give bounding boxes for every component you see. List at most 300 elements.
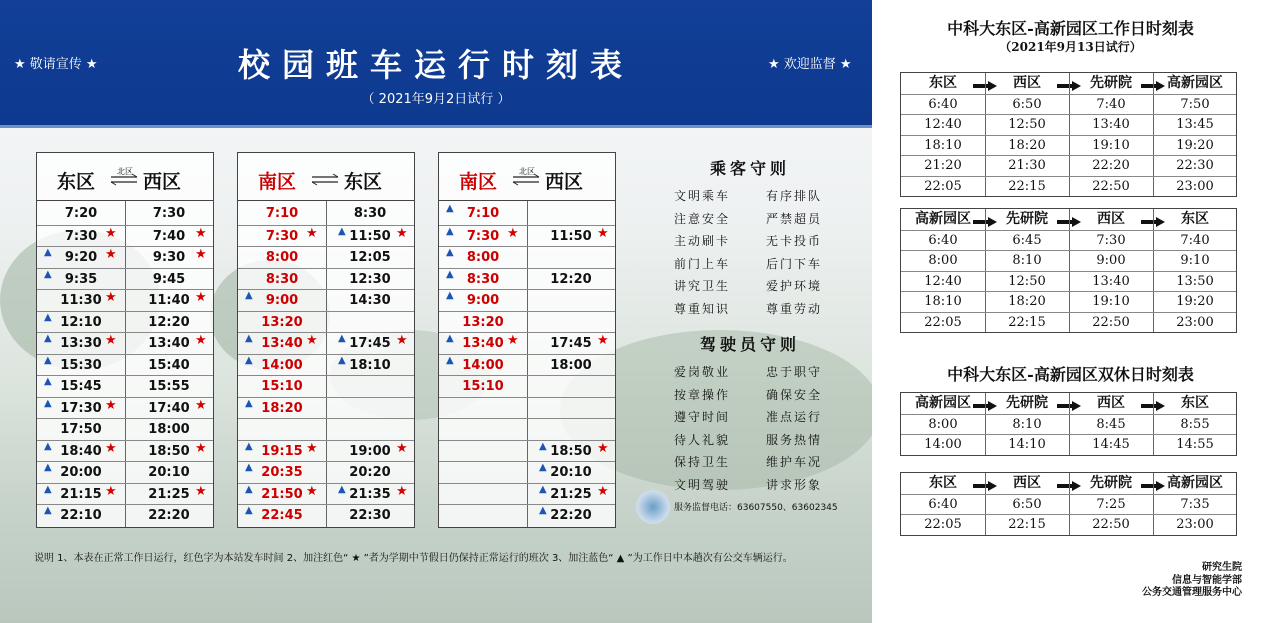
holiday-star-icon: ★ bbox=[396, 333, 408, 348]
departure-time-right: 11:50 bbox=[349, 228, 391, 244]
table-header-row bbox=[901, 473, 1236, 494]
departure-time-right bbox=[326, 398, 414, 419]
time-cell: 22:05 bbox=[924, 517, 962, 532]
column-divider bbox=[985, 156, 986, 176]
weekday-table-inbound bbox=[900, 208, 1237, 333]
time-cell: 22:05 bbox=[924, 178, 962, 194]
column-divider bbox=[1069, 95, 1070, 115]
holiday-star-icon: ★ bbox=[597, 440, 609, 456]
rule-text: 前门上车 bbox=[674, 256, 731, 271]
rule-text: 有序排队 bbox=[766, 189, 823, 203]
table-row bbox=[901, 271, 1236, 292]
schedule-row bbox=[37, 504, 213, 526]
time-cell: 12:50 bbox=[1008, 273, 1046, 289]
holiday-star-icon: ★ bbox=[195, 333, 207, 348]
schedule-rows bbox=[37, 203, 213, 526]
weekday-bus-triangle-icon: ▲ bbox=[44, 505, 52, 516]
departure-time-left bbox=[439, 462, 527, 483]
departure-time-left: 9:00 bbox=[466, 293, 500, 308]
departure-time-right: 17:45 bbox=[550, 336, 592, 351]
holiday-star-icon: ★ bbox=[105, 290, 117, 305]
footnote: 说明 1、本表在正常工作日运行，红色字为本站发车时间 2、加注红色“ ★ ”者为学期中节假日仍保持正常运行的班次 3、加注蓝色“ ▲ ”为工作日中本趟次有公交车辆运行。 bbox=[34, 553, 793, 564]
column-divider bbox=[1153, 209, 1154, 230]
rule-text: 严禁超员 bbox=[766, 211, 823, 226]
column-divider bbox=[1069, 435, 1070, 455]
weekday-bus-triangle-icon: ▲ bbox=[245, 354, 253, 366]
schedule-row bbox=[439, 504, 615, 526]
route-arrow-icon bbox=[310, 170, 340, 186]
time-cell: 14:55 bbox=[1176, 437, 1214, 452]
departure-time-right bbox=[326, 419, 414, 440]
schedule-row bbox=[439, 375, 615, 397]
column-divider bbox=[985, 251, 986, 271]
time-cell: 14:45 bbox=[1092, 437, 1130, 452]
schedule-row bbox=[439, 483, 615, 505]
weekday-bus-triangle-icon: ▲ bbox=[245, 483, 253, 495]
table-header-row bbox=[901, 393, 1236, 414]
rule-text: 维护车况 bbox=[766, 455, 823, 469]
time-cell: 18:10 bbox=[924, 294, 962, 309]
time-cell: 23:00 bbox=[1176, 517, 1214, 532]
departure-time-right: 14:30 bbox=[349, 293, 391, 308]
rule-row bbox=[660, 406, 840, 429]
departure-time-left: 9:20 bbox=[64, 250, 98, 265]
schedule-table bbox=[237, 152, 415, 528]
holiday-star-icon: ★ bbox=[306, 483, 318, 499]
column-divider bbox=[1153, 95, 1154, 115]
column-divider bbox=[985, 515, 986, 535]
departure-time-left: 15:10 bbox=[261, 379, 303, 394]
departure-time-right: 12:05 bbox=[349, 250, 391, 265]
schedule-row bbox=[238, 483, 414, 505]
schedule-row bbox=[439, 225, 615, 247]
departure-time-right: 9:30 bbox=[152, 250, 186, 265]
holiday-star-icon: ★ bbox=[105, 483, 117, 499]
weekday-title: 中科大东区-高新园区工作日时刻表 bbox=[947, 19, 1194, 38]
time-cell: 19:20 bbox=[1176, 137, 1214, 153]
rule-text: 尊重知识 bbox=[674, 301, 731, 316]
departure-time-right: 8:30 bbox=[353, 206, 387, 221]
holiday-star-icon: ★ bbox=[195, 290, 207, 305]
time-cell: 22:15 bbox=[1008, 314, 1046, 330]
holiday-star-icon: ★ bbox=[105, 397, 117, 413]
rule-text: 讲究卫生 bbox=[674, 279, 731, 293]
schedule-row bbox=[439, 332, 615, 354]
column-divider bbox=[1069, 495, 1070, 515]
time-cell: 18:20 bbox=[1008, 294, 1046, 309]
rule-row bbox=[660, 451, 840, 474]
time-cell: 18:20 bbox=[1008, 137, 1046, 153]
table-row bbox=[901, 312, 1236, 333]
time-cell: 21:30 bbox=[1008, 158, 1046, 173]
column-divider bbox=[1069, 177, 1070, 197]
column-divider bbox=[1069, 272, 1070, 292]
holiday-star-icon: ★ bbox=[195, 225, 207, 241]
rule-text: 讲求形象 bbox=[766, 477, 823, 492]
departure-time-left: 20:35 bbox=[261, 465, 303, 480]
route-destination: 西区 bbox=[143, 171, 182, 193]
column-divider bbox=[1153, 136, 1154, 156]
departure-time-left: 21:50 bbox=[261, 486, 303, 502]
time-cell: 6:45 bbox=[1012, 232, 1042, 248]
departure-time-left: 7:30 bbox=[64, 228, 98, 244]
departure-time-left: 20:00 bbox=[60, 465, 102, 480]
weekday-bus-triangle-icon: ▲ bbox=[44, 354, 52, 366]
departure-time-left: 17:50 bbox=[60, 422, 102, 437]
time-cell: 22:50 bbox=[1092, 178, 1130, 194]
departure-time-left: 21:15 bbox=[60, 486, 102, 502]
schedule-row bbox=[37, 225, 213, 247]
time-cell: 12:40 bbox=[924, 117, 962, 132]
column-divider bbox=[1153, 272, 1154, 292]
column-divider bbox=[1069, 73, 1070, 94]
departure-time-right: 21:25 bbox=[148, 486, 190, 502]
holiday-star-icon: ★ bbox=[597, 483, 609, 499]
departure-time-right: 20:10 bbox=[148, 465, 190, 480]
schedule-row bbox=[439, 397, 615, 419]
schedule-row bbox=[238, 440, 414, 462]
weekday-bus-triangle-icon: ▲ bbox=[245, 290, 253, 301]
holiday-star-icon: ★ bbox=[195, 483, 207, 499]
departure-time-right: 11:50 bbox=[550, 228, 592, 244]
weekday-table-outbound bbox=[900, 72, 1237, 197]
holiday-star-icon: ★ bbox=[306, 440, 318, 456]
schedule-row bbox=[37, 354, 213, 376]
table-row bbox=[901, 414, 1236, 435]
time-cell: 13:40 bbox=[1092, 117, 1130, 132]
stop-name: 西区 bbox=[1013, 75, 1041, 91]
rule-text: 文明乘车 bbox=[674, 189, 731, 203]
weekday-bus-triangle-icon: ▲ bbox=[338, 333, 346, 344]
time-cell: 8:45 bbox=[1096, 416, 1126, 432]
time-cell: 7:50 bbox=[1180, 96, 1210, 112]
column-divider bbox=[985, 313, 986, 333]
time-cell: 6:40 bbox=[928, 496, 958, 512]
weekend-table-inbound bbox=[900, 392, 1237, 456]
schedule-row bbox=[238, 246, 414, 268]
holiday-star-icon: ★ bbox=[507, 333, 519, 348]
departure-time-right: 22:20 bbox=[550, 508, 592, 523]
departure-time-right: 15:55 bbox=[148, 379, 190, 394]
schedule-row bbox=[439, 311, 615, 333]
time-cell: 13:50 bbox=[1176, 273, 1214, 289]
rule-text: 爱护环境 bbox=[766, 279, 823, 293]
departure-time-right: 7:30 bbox=[152, 206, 186, 221]
schedule-row bbox=[37, 246, 213, 268]
schedule-row bbox=[439, 203, 615, 225]
rule-text: 按章操作 bbox=[674, 387, 731, 402]
table-row bbox=[901, 176, 1236, 197]
departure-time-left: 13:40 bbox=[261, 336, 303, 351]
promo-right-text: ★ 欢迎监督 ★ bbox=[768, 57, 852, 72]
table-row bbox=[901, 250, 1236, 271]
departure-time-right: 18:00 bbox=[148, 422, 190, 437]
column-divider bbox=[1069, 156, 1070, 176]
time-cell: 8:10 bbox=[1012, 253, 1042, 268]
schedule-row bbox=[238, 268, 414, 290]
time-cell: 9:10 bbox=[1180, 253, 1210, 268]
schedule-row bbox=[37, 332, 213, 354]
holiday-star-icon: ★ bbox=[306, 225, 318, 241]
table-row bbox=[901, 114, 1236, 135]
table-row bbox=[901, 155, 1236, 176]
rule-text: 无卡投币 bbox=[766, 234, 823, 248]
column-divider bbox=[1153, 251, 1154, 271]
time-cell: 7:40 bbox=[1096, 96, 1126, 112]
weekday-bus-triangle-icon: ▲ bbox=[44, 311, 52, 323]
departure-time-left: 22:45 bbox=[261, 508, 303, 523]
weekend-table-outbound bbox=[900, 472, 1237, 536]
weekday-bus-triangle-icon: ▲ bbox=[338, 483, 346, 495]
departure-time-right: 13:40 bbox=[148, 336, 190, 351]
schedule-row bbox=[238, 332, 414, 354]
time-cell: 9:00 bbox=[1096, 253, 1126, 268]
holiday-star-icon: ★ bbox=[105, 225, 117, 241]
weekday-bus-triangle-icon: ▲ bbox=[245, 397, 253, 409]
route-origin: 南区 bbox=[459, 171, 498, 193]
weekday-bus-triangle-icon: ▲ bbox=[245, 333, 253, 344]
departure-time-right bbox=[527, 203, 615, 224]
column-divider bbox=[985, 177, 986, 197]
column-divider bbox=[1153, 473, 1154, 494]
rule-text: 尊重劳动 bbox=[766, 301, 823, 316]
schedule-row bbox=[238, 397, 414, 419]
time-cell: 8:10 bbox=[1012, 416, 1042, 432]
stop-name: 东区 bbox=[929, 475, 957, 491]
departure-time-left: 14:00 bbox=[462, 357, 504, 373]
departure-time-left: 8:30 bbox=[466, 271, 500, 287]
holiday-star-icon: ★ bbox=[597, 225, 609, 241]
weekday-bus-triangle-icon: ▲ bbox=[446, 225, 454, 237]
weekday-bus-triangle-icon: ▲ bbox=[44, 462, 52, 473]
column-divider bbox=[1153, 177, 1154, 197]
weekday-bus-triangle-icon: ▲ bbox=[539, 505, 547, 516]
departure-time-left: 15:10 bbox=[462, 379, 504, 394]
time-cell: 22:30 bbox=[1176, 158, 1214, 173]
departure-time-right bbox=[527, 247, 615, 268]
weekday-bus-triangle-icon: ▲ bbox=[338, 354, 346, 366]
departure-time-left: 7:10 bbox=[466, 206, 500, 221]
rule-row bbox=[660, 230, 840, 253]
departure-time-right: 17:45 bbox=[349, 336, 391, 351]
departure-time-right: 20:20 bbox=[349, 465, 391, 480]
holiday-star-icon: ★ bbox=[396, 483, 408, 499]
departure-time-left bbox=[439, 484, 527, 505]
departure-time-right: 12:20 bbox=[148, 314, 190, 330]
departure-time-right bbox=[326, 312, 414, 333]
schedule-row bbox=[37, 397, 213, 419]
column-divider bbox=[1069, 473, 1070, 494]
route-destination: 西区 bbox=[545, 171, 584, 193]
time-cell: 23:00 bbox=[1176, 178, 1214, 194]
schedule-row bbox=[37, 418, 213, 440]
column-divider bbox=[1153, 515, 1154, 535]
column-divider bbox=[1069, 136, 1070, 156]
weekday-bus-triangle-icon: ▲ bbox=[44, 440, 52, 452]
time-cell: 12:40 bbox=[924, 273, 962, 289]
weekday-bus-triangle-icon: ▲ bbox=[44, 247, 52, 258]
departure-time-left bbox=[439, 505, 527, 526]
departure-time-right: 18:10 bbox=[349, 357, 391, 373]
column-divider bbox=[1153, 313, 1154, 333]
weekday-bus-triangle-icon: ▲ bbox=[245, 505, 253, 516]
poster-header bbox=[0, 0, 872, 128]
schedule-row bbox=[37, 203, 213, 225]
weekday-bus-triangle-icon: ▲ bbox=[446, 333, 454, 344]
issuer-line: 公务交通管理服务中心 bbox=[1142, 587, 1242, 598]
departure-time-left: 9:35 bbox=[64, 271, 98, 287]
rule-row bbox=[660, 298, 840, 321]
weekday-bus-triangle-icon: ▲ bbox=[446, 203, 454, 214]
schedule-row bbox=[439, 461, 615, 483]
holiday-star-icon: ★ bbox=[105, 333, 117, 348]
departure-time-right bbox=[527, 376, 615, 397]
weekday-bus-triangle-icon: ▲ bbox=[44, 376, 52, 387]
schedule-row bbox=[439, 354, 615, 376]
column-divider bbox=[1069, 313, 1070, 333]
departure-time-left: 11:30 bbox=[60, 293, 102, 308]
departure-time-right: 15:40 bbox=[148, 357, 190, 373]
weekday-bus-triangle-icon: ▲ bbox=[446, 354, 454, 366]
departure-time-left: 17:30 bbox=[60, 400, 102, 416]
rule-text: 文明驾驶 bbox=[674, 477, 731, 492]
departure-time-left: 8:00 bbox=[265, 250, 299, 265]
time-cell: 8:00 bbox=[928, 253, 958, 268]
time-cell: 13:45 bbox=[1176, 117, 1214, 132]
column-divider bbox=[1153, 231, 1154, 251]
column-divider bbox=[1069, 231, 1070, 251]
weekday-bus-triangle-icon: ▲ bbox=[245, 440, 253, 452]
passenger-rules bbox=[660, 156, 840, 320]
column-divider bbox=[1153, 393, 1154, 414]
column-divider bbox=[1153, 292, 1154, 312]
column-divider bbox=[1069, 292, 1070, 312]
rule-row bbox=[660, 253, 840, 276]
time-cell: 6:40 bbox=[928, 232, 958, 248]
time-cell: 22:15 bbox=[1008, 178, 1046, 194]
departure-time-left: 8:00 bbox=[466, 250, 500, 265]
departure-time-right bbox=[326, 376, 414, 397]
rule-text: 爱岗敬业 bbox=[674, 365, 731, 379]
departure-time-left: 22:10 bbox=[60, 508, 102, 523]
column-divider bbox=[985, 292, 986, 312]
departure-time-left: 15:45 bbox=[60, 379, 102, 394]
weekday-bus-triangle-icon: ▲ bbox=[539, 462, 547, 473]
rule-text: 服务热情 bbox=[766, 432, 823, 447]
poster-subtitle: （ 2021年9月2日试行 ） bbox=[361, 92, 511, 107]
column-divider bbox=[985, 473, 986, 494]
departure-time-right bbox=[527, 290, 615, 311]
weekday-bus-triangle-icon: ▲ bbox=[446, 247, 454, 258]
column-divider bbox=[1153, 156, 1154, 176]
stop-name: 东区 bbox=[1181, 395, 1209, 411]
rule-text: 准点运行 bbox=[766, 410, 823, 424]
departure-time-left bbox=[238, 419, 326, 440]
schedule-row bbox=[439, 440, 615, 462]
weekday-bus-triangle-icon: ▲ bbox=[446, 268, 454, 280]
stop-name: 高新园区 bbox=[1167, 75, 1223, 91]
time-cell: 14:00 bbox=[924, 437, 962, 452]
stop-name: 东区 bbox=[1181, 211, 1209, 227]
column-divider bbox=[1153, 73, 1154, 94]
column-divider bbox=[985, 272, 986, 292]
schedule-row bbox=[37, 461, 213, 483]
schedule-row bbox=[439, 246, 615, 268]
holiday-star-icon: ★ bbox=[195, 440, 207, 456]
weekday-bus-triangle-icon: ▲ bbox=[44, 268, 52, 280]
holiday-star-icon: ★ bbox=[597, 333, 609, 348]
hightech-park-schedule bbox=[872, 0, 1269, 623]
departure-time-left: 14:00 bbox=[261, 357, 303, 373]
table-row bbox=[901, 135, 1236, 156]
time-cell: 22:15 bbox=[1008, 517, 1046, 532]
departure-time-left: 7:30 bbox=[466, 228, 500, 244]
schedule-row bbox=[238, 225, 414, 247]
rule-row bbox=[660, 185, 840, 208]
departure-time-left: 15:30 bbox=[60, 357, 102, 373]
schedule-row bbox=[37, 440, 213, 462]
time-cell: 14:10 bbox=[1008, 437, 1046, 452]
table-row bbox=[901, 94, 1236, 115]
table-header-row bbox=[901, 209, 1236, 230]
driver-rules-title: 驾驶员守则 bbox=[699, 335, 800, 354]
departure-time-left: 7:20 bbox=[64, 206, 98, 221]
schedule-row bbox=[238, 375, 414, 397]
driver-rules bbox=[660, 332, 840, 496]
stop-name: 西区 bbox=[1097, 395, 1125, 411]
table-row bbox=[901, 230, 1236, 251]
departure-time-right bbox=[527, 312, 615, 333]
departure-time-left bbox=[439, 441, 527, 462]
departure-time-right: 20:10 bbox=[550, 465, 592, 480]
departure-time-left: 18:20 bbox=[261, 400, 303, 416]
weekday-bus-triangle-icon: ▲ bbox=[44, 333, 52, 344]
time-cell: 8:00 bbox=[928, 416, 958, 432]
route-origin: 南区 bbox=[258, 171, 297, 193]
departure-time-left: 13:20 bbox=[261, 314, 303, 330]
issuer-signature bbox=[1132, 562, 1242, 600]
departure-time-left: 19:15 bbox=[261, 443, 303, 459]
time-cell: 22:50 bbox=[1092, 314, 1130, 330]
poster-title: 校园班车运行时刻表 bbox=[237, 46, 634, 84]
departure-time-right: 17:40 bbox=[148, 400, 190, 416]
weekday-bus-triangle-icon: ▲ bbox=[338, 225, 346, 237]
holiday-star-icon: ★ bbox=[105, 440, 117, 456]
holiday-star-icon: ★ bbox=[306, 333, 318, 348]
schedule-rows bbox=[439, 203, 615, 526]
holiday-star-icon: ★ bbox=[396, 440, 408, 456]
holiday-star-icon: ★ bbox=[105, 247, 117, 262]
departure-time-right: 21:35 bbox=[349, 486, 391, 502]
stop-name: 先研院 bbox=[1006, 395, 1048, 411]
table-row bbox=[901, 514, 1236, 535]
stop-name: 高新园区 bbox=[1167, 475, 1223, 491]
stop-name: 先研院 bbox=[1090, 475, 1132, 491]
time-cell: 22:20 bbox=[1092, 158, 1130, 173]
rule-text: 主动刷卡 bbox=[674, 234, 731, 248]
rule-row bbox=[660, 275, 840, 298]
schedule-header bbox=[37, 153, 213, 201]
route-via-label: 北区 bbox=[519, 167, 535, 176]
departure-time-left: 8:30 bbox=[265, 271, 299, 287]
schedule-row bbox=[37, 375, 213, 397]
departure-time-right: 12:20 bbox=[550, 271, 592, 287]
stop-name: 先研院 bbox=[1090, 75, 1132, 91]
schedule-row bbox=[37, 268, 213, 290]
schedule-table bbox=[438, 152, 616, 528]
departure-time-left: 9:00 bbox=[265, 293, 299, 308]
time-cell: 7:25 bbox=[1096, 496, 1126, 512]
